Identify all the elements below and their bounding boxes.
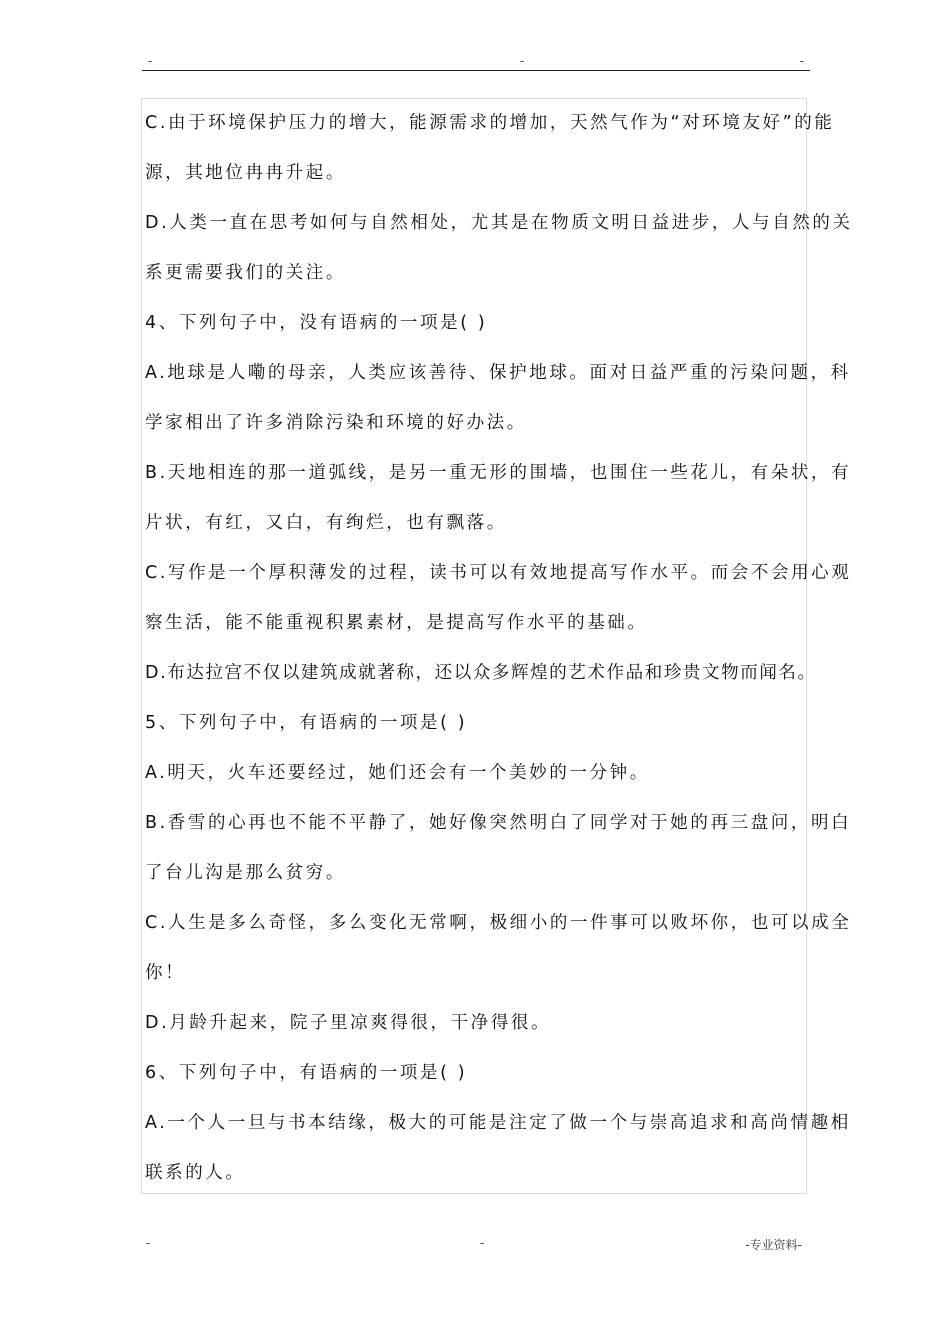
text-line: D.布达拉宫不仅以建筑成就著称，还以众多辉煌的艺术作品和珍贵文物而闻名。 [145,663,817,683]
text-line: 了台儿沟是那么贫穷。 [145,863,346,883]
text-line: D.人类一直在思考如何与自然相处，尤其是在物质文明日益进步，人与自然的关 [145,213,853,233]
header-mark-center: - [520,54,525,68]
text-line: C.由于环境保护压力的增大，能源需求的增加，天然气作为“对环境友好”的能 [145,113,835,133]
text-line: B.天地相连的那一道弧线，是另一重无形的围墙，也围住一些花儿，有朵状，有 [145,463,852,483]
text-line: 学家相出了许多消除污染和环境的好办法。 [145,413,527,433]
question-line: 5、下列句子中，有语病的一项是( ) [145,713,468,733]
header-mark-right: - [799,54,804,68]
text-line: B.香雪的心再也不能不平静了，她好像突然明白了同学对于她的再三盘问，明白 [145,813,852,833]
text-line: A.一个人一旦与书本结缘，极大的可能是注定了做一个与崇高追求和高尚情趣相 [145,1113,851,1133]
footer-mark-center: - [480,1236,485,1250]
text-line: C.人生是多么奇怪，多么变化无常啊，极细小的一件事可以败坏你，也可以成全 [145,913,852,933]
text-line: 联系的人。 [145,1163,246,1183]
text-line: 片状，有红，又白，有绚烂，也有飘落。 [145,513,507,533]
text-line: 系更需要我们的关注。 [145,263,346,283]
text-line: A.明天，火车还要经过，她们还会有一个美妙的一分钟。 [145,763,650,783]
text-line: A.地球是人嘞的母亲，人类应该善待、保护地球。面对日益严重的污染问题，科 [145,363,851,383]
text-line: D.月龄升起来，院子里凉爽得很，干净得很。 [145,1013,552,1033]
question-line: 4、下列句子中，没有语病的一项是( ) [145,313,488,333]
text-line: 察生活，能不能重视积累素材，是提高写作水平的基础。 [145,613,648,633]
text-line: C.写作是一个厚积薄发的过程，读书可以有效地提高写作水平。而会不会用心观 [145,563,852,583]
footer-mark-left: - [146,1236,151,1250]
document-body [145,98,853,1198]
page-footer [142,1236,810,1252]
page-header [142,54,810,70]
header-rule [142,70,810,71]
question-line: 6、下列句子中，有语病的一项是( ) [145,1063,468,1083]
header-mark-left: - [148,54,153,68]
text-line: 你！ [145,963,186,983]
text-line: 源，其地位冉冉升起。 [145,163,346,183]
footer-label: -专业资料- [745,1238,802,1252]
